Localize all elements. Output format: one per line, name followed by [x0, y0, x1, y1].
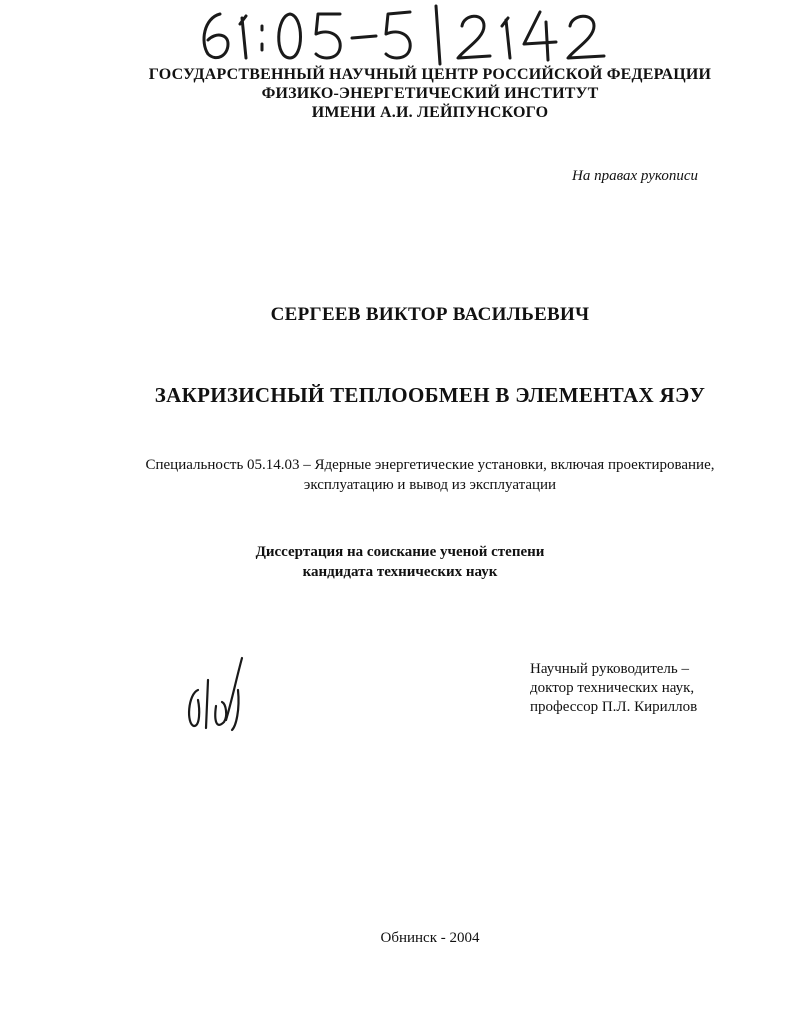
organization-line-2: ФИЗИКО-ЭНЕРГЕТИЧЕСКИЙ ИНСТИТУТ: [261, 85, 599, 102]
degree-statement: [0, 542, 798, 582]
handwritten-code-drawing: [190, 0, 630, 70]
specialty-line-2: эксплуатацию и вывод из эксплуатации: [303, 477, 557, 493]
specialty-description: [0, 455, 798, 495]
handwritten-archive-code: [190, 0, 630, 70]
organization-line-3: ИМЕНИ А.И. ЛЕЙПУНСКОГО: [311, 104, 549, 121]
organization-line-1: ГОСУДАРСТВЕННЫЙ НАУЧНЫЙ ЦЕНТР РОССИЙСКОЙ ФЕДЕРАЦИИ: [148, 66, 712, 83]
supervisor-line-3: профессор П.Л. Кириллов: [530, 699, 698, 715]
organization-header: [0, 65, 798, 122]
handwritten-signature: [180, 650, 270, 740]
supervisor-line-1: Научный руководитель –: [530, 661, 689, 677]
city-year: Обнинск - 2004: [380, 930, 480, 946]
degree-line-1: Диссертация на соискание ученой степени: [255, 544, 545, 560]
scientific-supervisor: [530, 660, 697, 717]
thesis-title: ЗАКРИЗИСНЫЙ ТЕПЛООБМЕН В ЭЛЕМЕНТАХ ЯЭУ: [154, 383, 706, 407]
author-name: СЕРГЕЕВ ВИКТОР ВАСИЛЬЕВИЧ: [270, 304, 590, 325]
specialty-line-1: Специальность 05.14.03 – Ядерные энергетические установки, включая проектирование,: [145, 457, 715, 473]
signature-drawing: [180, 650, 270, 740]
manuscript-rights-note: На правах рукописи: [572, 168, 698, 184]
supervisor-line-2: доктор технических наук,: [530, 680, 695, 696]
degree-line-2: кандидата технических наук: [302, 564, 498, 580]
